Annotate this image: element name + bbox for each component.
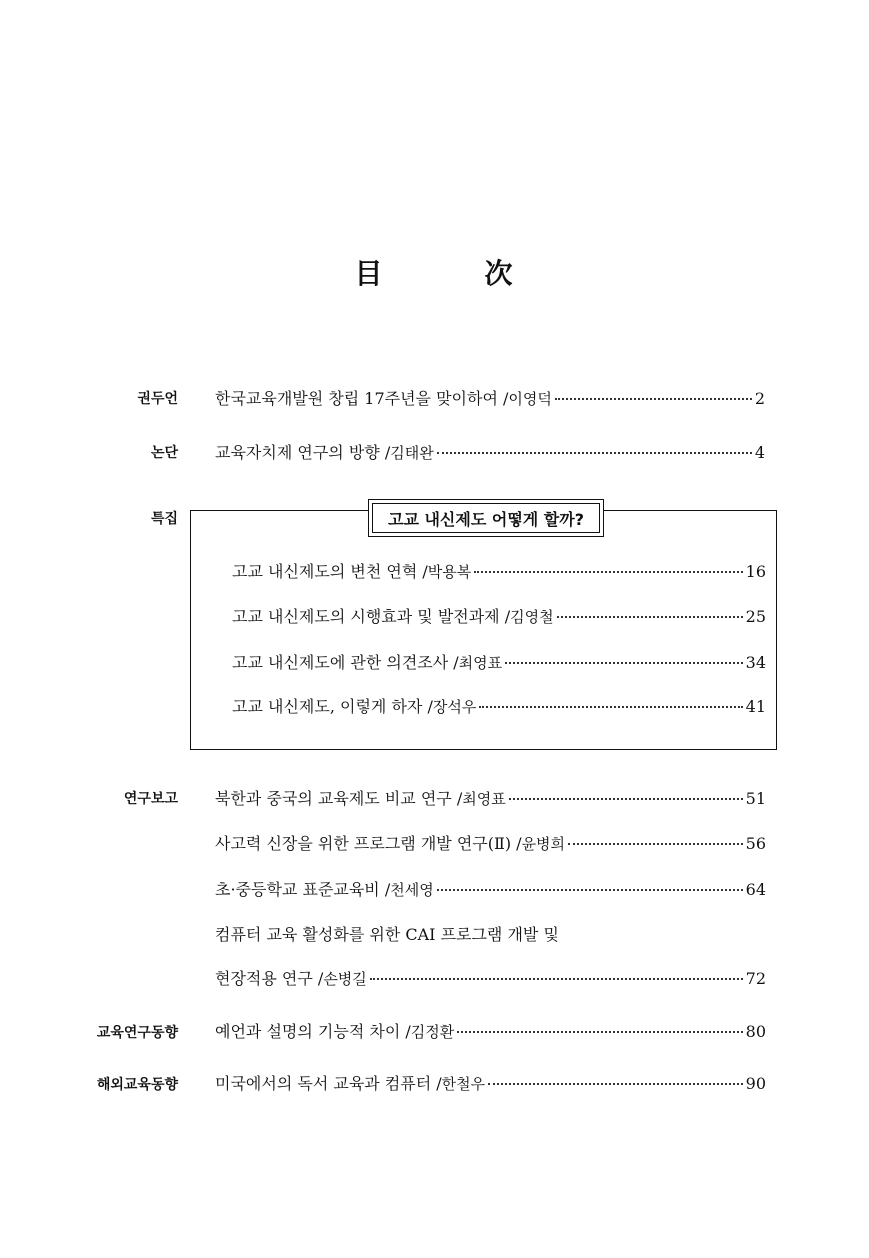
entry-page: 25 [745, 607, 766, 626]
entry-page: 56 [745, 834, 766, 853]
entry-page: 4 [754, 443, 765, 462]
entry-title: 예언과 설명의 기능적 차이 / [215, 1022, 411, 1041]
section-label: 특집 [150, 511, 178, 527]
entry-title: 고교 내신제도에 관한 의견조사 / [232, 653, 459, 672]
leader-dots [557, 615, 743, 618]
entry-author: 김정환 [410, 1023, 455, 1041]
entry-author: 장석우 [432, 698, 477, 716]
leader-dots [505, 661, 742, 664]
entry-title: 미국에서의 독서 교육과 컴퓨터 / [215, 1074, 442, 1093]
entry-author: 김영철 [510, 608, 554, 626]
toc-entry[interactable] [215, 440, 765, 463]
entry-author: 최영표 [458, 654, 503, 672]
toc-entry[interactable] [232, 559, 766, 582]
section-label: 교육연구동향 [96, 1025, 178, 1041]
toc-entry[interactable] [232, 604, 766, 627]
entry-page: 80 [745, 1022, 766, 1041]
section-label: 연구보고 [123, 791, 178, 807]
entry-title: 현장적용 연구 / [215, 969, 324, 988]
entry-page: 34 [745, 653, 766, 672]
entry-author: 한철우 [441, 1075, 486, 1093]
entry-title: 한국교육개발원 창립 17주년을 맞이하여 / [215, 389, 509, 408]
leader-dots [437, 451, 752, 454]
title-char-left: 目 [354, 257, 385, 290]
feature-banner [368, 499, 604, 537]
leader-dots [437, 888, 743, 891]
entry-title: 고교 내신제도의 시행효과 및 발전과제 / [232, 607, 511, 626]
toc-entry[interactable] [215, 877, 766, 900]
toc-entry[interactable] [215, 966, 766, 989]
section-label: 논단 [150, 445, 178, 461]
entry-page: 41 [745, 697, 766, 716]
section-label: 해외교육동향 [96, 1077, 178, 1093]
entry-author: 천세영 [390, 881, 434, 899]
toc-entry[interactable] [232, 650, 766, 673]
entry-page: 16 [745, 562, 766, 581]
feature-banner-text: 고교 내신제도 어떻게 할까? [387, 509, 584, 529]
section-label: 권두언 [137, 391, 178, 407]
leader-dots [479, 705, 742, 708]
entry-author: 윤병희 [521, 835, 566, 853]
leader-dots [509, 797, 743, 800]
toc-entry[interactable] [215, 786, 766, 809]
title-char-right: 次 [484, 257, 515, 290]
entry-author: 김태완 [390, 444, 434, 462]
entry-title: 고교 내신제도, 이렇게 하자 / [232, 697, 433, 716]
leader-dots [488, 1082, 742, 1085]
toc-entry-line1[interactable] [215, 922, 766, 945]
entry-page: 64 [745, 880, 766, 899]
toc-entry[interactable] [232, 694, 766, 717]
entry-author: 이영덕 [508, 390, 552, 408]
entry-page: 51 [745, 789, 766, 808]
entry-title: 교육자치제 연구의 방향 / [215, 443, 391, 462]
page-title [0, 252, 869, 292]
toc-entry[interactable] [215, 1019, 766, 1042]
toc-entry[interactable] [215, 1071, 766, 1094]
leader-dots [555, 397, 752, 400]
leader-dots [568, 842, 743, 845]
entry-author: 최영표 [462, 790, 506, 808]
leader-dots [457, 1030, 742, 1033]
entry-page: 2 [754, 389, 765, 408]
entry-title: 초·중등학교 표준교육비 / [215, 880, 391, 899]
entry-title: 고교 내신제도의 변천 연혁 / [232, 562, 428, 581]
leader-dots [474, 570, 742, 573]
entry-page: 90 [745, 1074, 766, 1093]
entry-page: 72 [745, 969, 766, 988]
toc-entry[interactable] [215, 831, 766, 854]
entry-author: 손병길 [323, 970, 367, 988]
entry-title: 사고력 신장을 위한 프로그램 개발 연구(Ⅱ) / [215, 834, 522, 853]
entry-title: 컴퓨터 교육 활성화를 위한 CAI 프로그램 개발 및 [215, 925, 559, 944]
leader-dots [370, 977, 743, 980]
toc-entry[interactable] [215, 386, 765, 409]
entry-title: 북한과 중국의 교육제도 비교 연구 / [215, 789, 463, 808]
entry-author: 박용복 [427, 563, 472, 581]
